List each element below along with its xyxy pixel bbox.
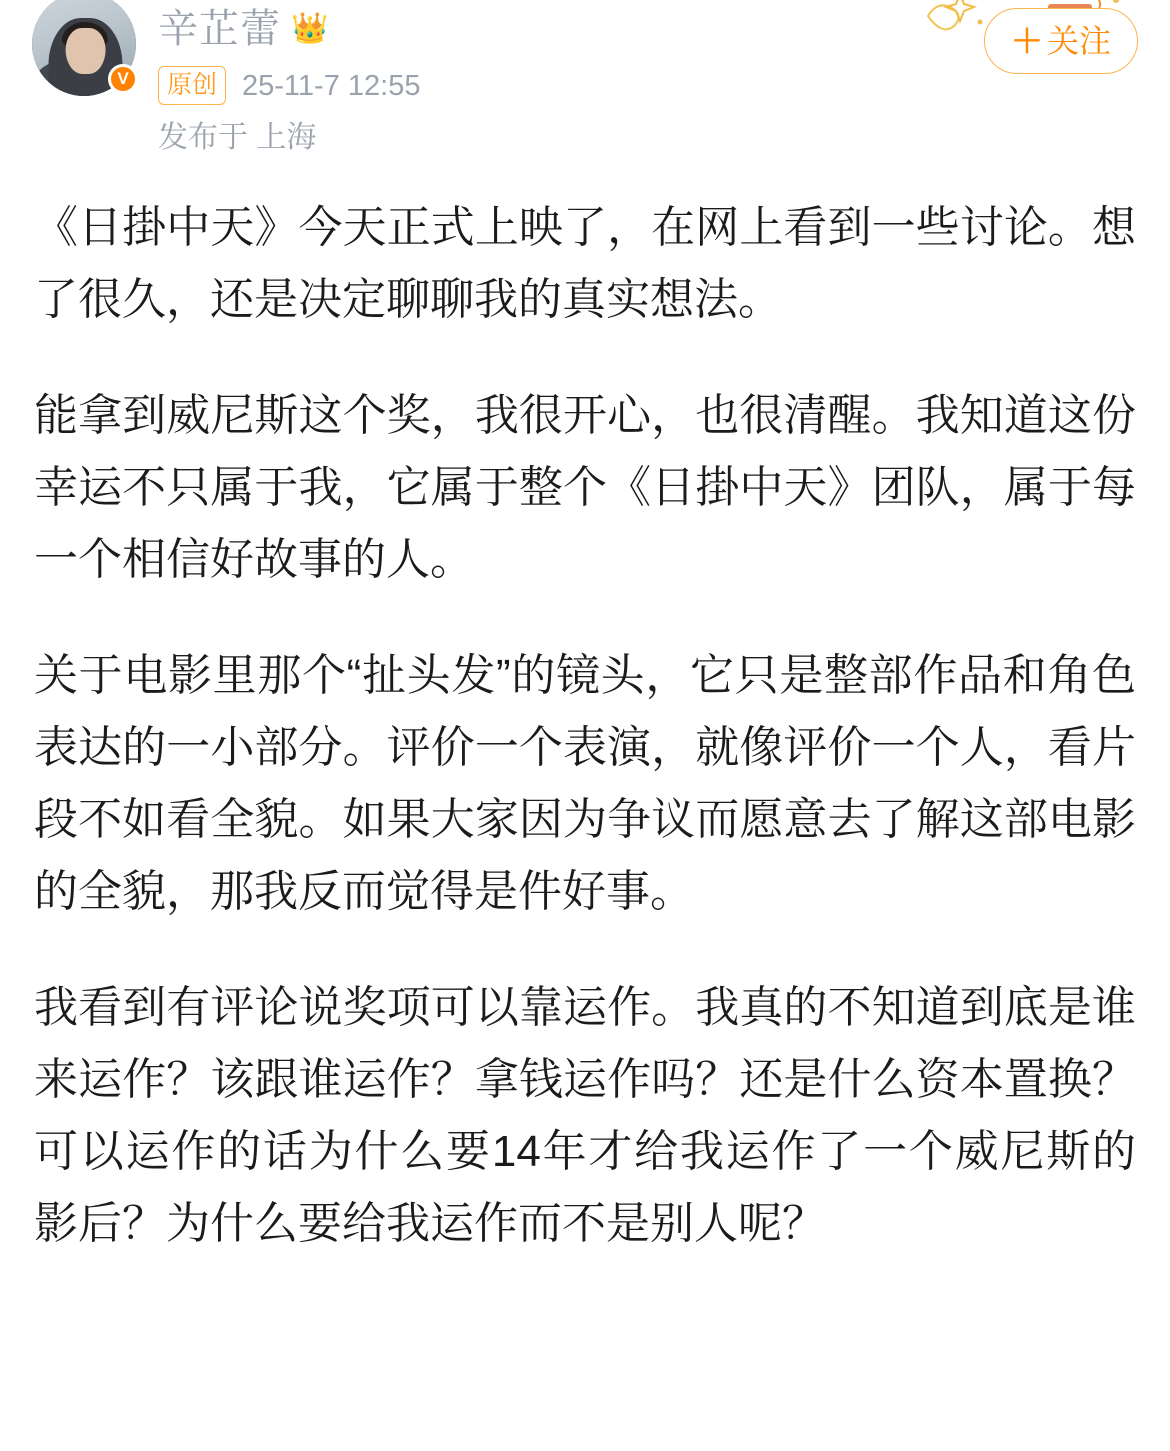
- avatar[interactable]: [32, 0, 136, 96]
- original-badge: 原创: [158, 66, 226, 105]
- post-location: 发布于 上海: [158, 121, 317, 154]
- post-paragraph: 《日掛中天》今天正式上映了，在网上看到一些讨论。想了很久，还是决定聊聊我的真实想法。: [34, 203, 1136, 324]
- post-timestamp: 25-11-7 12:55: [242, 69, 421, 102]
- author-nickname[interactable]: 辛芷蕾: [158, 7, 281, 51]
- post-paragraph: 能拿到威尼斯这个奖，我很开心，也很清醒。我知道这份幸运不只属于我，它属于整个《日掛中天》团队，属于每一个相信好故事的人。: [34, 391, 1136, 584]
- post-meta-row: [158, 66, 1142, 105]
- verified-badge-icon: V: [108, 64, 138, 94]
- follow-button[interactable]: [984, 8, 1138, 74]
- follow-button-label: 关注: [1046, 23, 1111, 59]
- post-content: [0, 178, 1170, 1300]
- post-paragraph: 关于电影里那个“扯头发”的镜头，它只是整部作品和角色表达的一小部分。评价一个表演，就像评价一个人，看片段不如看全貌。如果大家因为争议而愿意去了解这部电影的全貌，那我反而觉得是件好事。: [34, 651, 1136, 916]
- avatar-face: [66, 28, 106, 74]
- crown-icon: 👑: [291, 12, 329, 45]
- post-header: [0, 0, 1170, 178]
- post-paragraph: 我看到有评论说奖项可以靠运作。我真的不知道到底是谁来运作？该跟谁运作？拿钱运作吗？还是什么资本置换？可以运作的话为什么要14年才给我运作了一个威尼斯的影后？为什么要给我运作而不是别人呢？: [34, 983, 1136, 1248]
- plus-icon: ＋: [1010, 23, 1043, 59]
